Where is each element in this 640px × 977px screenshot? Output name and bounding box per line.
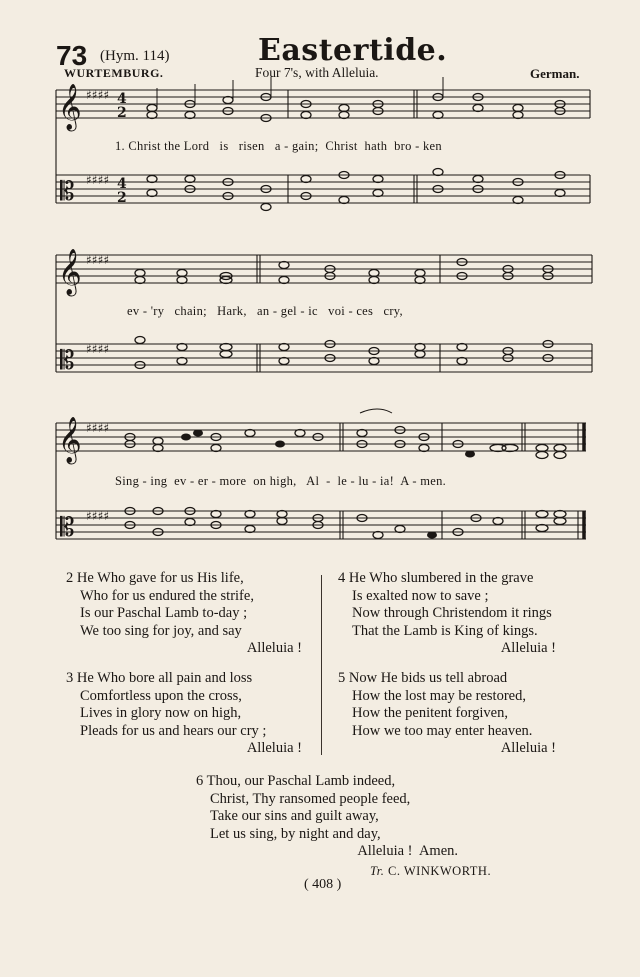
treble-staff-1: [56, 90, 590, 118]
translator-credit: Tr. C. WINKWORTH.: [370, 864, 492, 878]
alleluia: Alleluia !: [246, 640, 302, 657]
meter: Four 7's, with Alleluia.: [255, 65, 379, 80]
lyric-line-2: ev - 'ry chain; Hark, an - gel - ic voi - ces cry,: [127, 304, 403, 318]
alleluia-amen: Alleluia ! Amen.: [357, 843, 458, 860]
svg-text:♯♯♯♯: ♯♯♯♯: [86, 509, 110, 523]
svg-text:𝄡: 𝄡: [60, 513, 75, 543]
stanza-number: 4: [338, 570, 346, 586]
svg-text:2: 2: [117, 190, 127, 206]
stanza-number: 2: [66, 570, 74, 586]
tune-name: WURTEMBURG.: [64, 66, 164, 80]
svg-text:♯♯♯♯: ♯♯♯♯: [86, 421, 110, 435]
stanza-4: 4 He Who slumbered in the grave Is exalted now to save ; Now through Christendom it rings That the Lamb is King of kings. Alleluia !: [338, 570, 556, 657]
bass-staff-1: [56, 175, 590, 203]
lyric-line-3: Sing - ing ev - er - more on high, Al - le - lu - ia! A - men.: [115, 474, 447, 488]
stanza-3: 3 He Who bore all pain and loss Comfortless upon the cross, Lives in glory now on high, Pleads for us and hears our cry ; Alleluia !: [66, 670, 302, 757]
alleluia: Alleluia !: [500, 740, 556, 757]
time-signature-bottom: 2: [117, 105, 127, 121]
lyric-line-1: 1. Christ the Lord is risen a - gain; Christ hath bro - ken: [115, 139, 442, 153]
svg-text:♯♯♯♯: ♯♯♯♯: [86, 88, 110, 102]
svg-text:𝄞: 𝄞: [58, 417, 82, 463]
alto-clef-icon: 𝄡: [60, 177, 75, 207]
svg-text:𝄡: 𝄡: [60, 346, 75, 376]
svg-text:4: 4: [117, 176, 127, 192]
svg-text:♯♯♯♯: ♯♯♯♯: [86, 253, 110, 267]
stanza-number: 5: [338, 670, 346, 686]
alleluia: Alleluia !: [246, 740, 302, 757]
page-number: ( 408 ): [304, 877, 342, 892]
column-divider: [321, 575, 322, 755]
tune-origin: German.: [530, 66, 580, 81]
time-signature-top: 4: [117, 91, 127, 107]
svg-text:♯♯♯♯: ♯♯♯♯: [86, 173, 110, 187]
alleluia: Alleluia !: [500, 640, 556, 657]
hymn-number: 73: [56, 40, 88, 71]
stanza-6: 6 Thou, our Paschal Lamb indeed, Christ, Thy ransomed people feed, Take our sins and guilt away, Let us sing, by night and day, Alleluia ! Amen.: [196, 773, 458, 860]
treble-clef-icon: 𝄞: [58, 84, 82, 130]
section-title: Eastertide.: [258, 33, 448, 68]
stanza-5: 5 Now He bids us tell abroad How the lost may be restored, How the penitent forgiven, How we too may enter heaven. Alleluia !: [338, 670, 556, 757]
hymn-reference: (Hym. 114): [100, 48, 170, 64]
svg-text:♯♯♯♯: ♯♯♯♯: [86, 342, 110, 356]
stanza-number: 3: [66, 670, 74, 686]
stanza-number: 6: [196, 773, 204, 789]
svg-text:𝄞: 𝄞: [58, 249, 82, 295]
stanza-2: 2 He Who gave for us His life, Who for us endured the strife, Is our Paschal Lamb to-day ; We too sing for joy, and say Alleluia !: [66, 570, 302, 657]
